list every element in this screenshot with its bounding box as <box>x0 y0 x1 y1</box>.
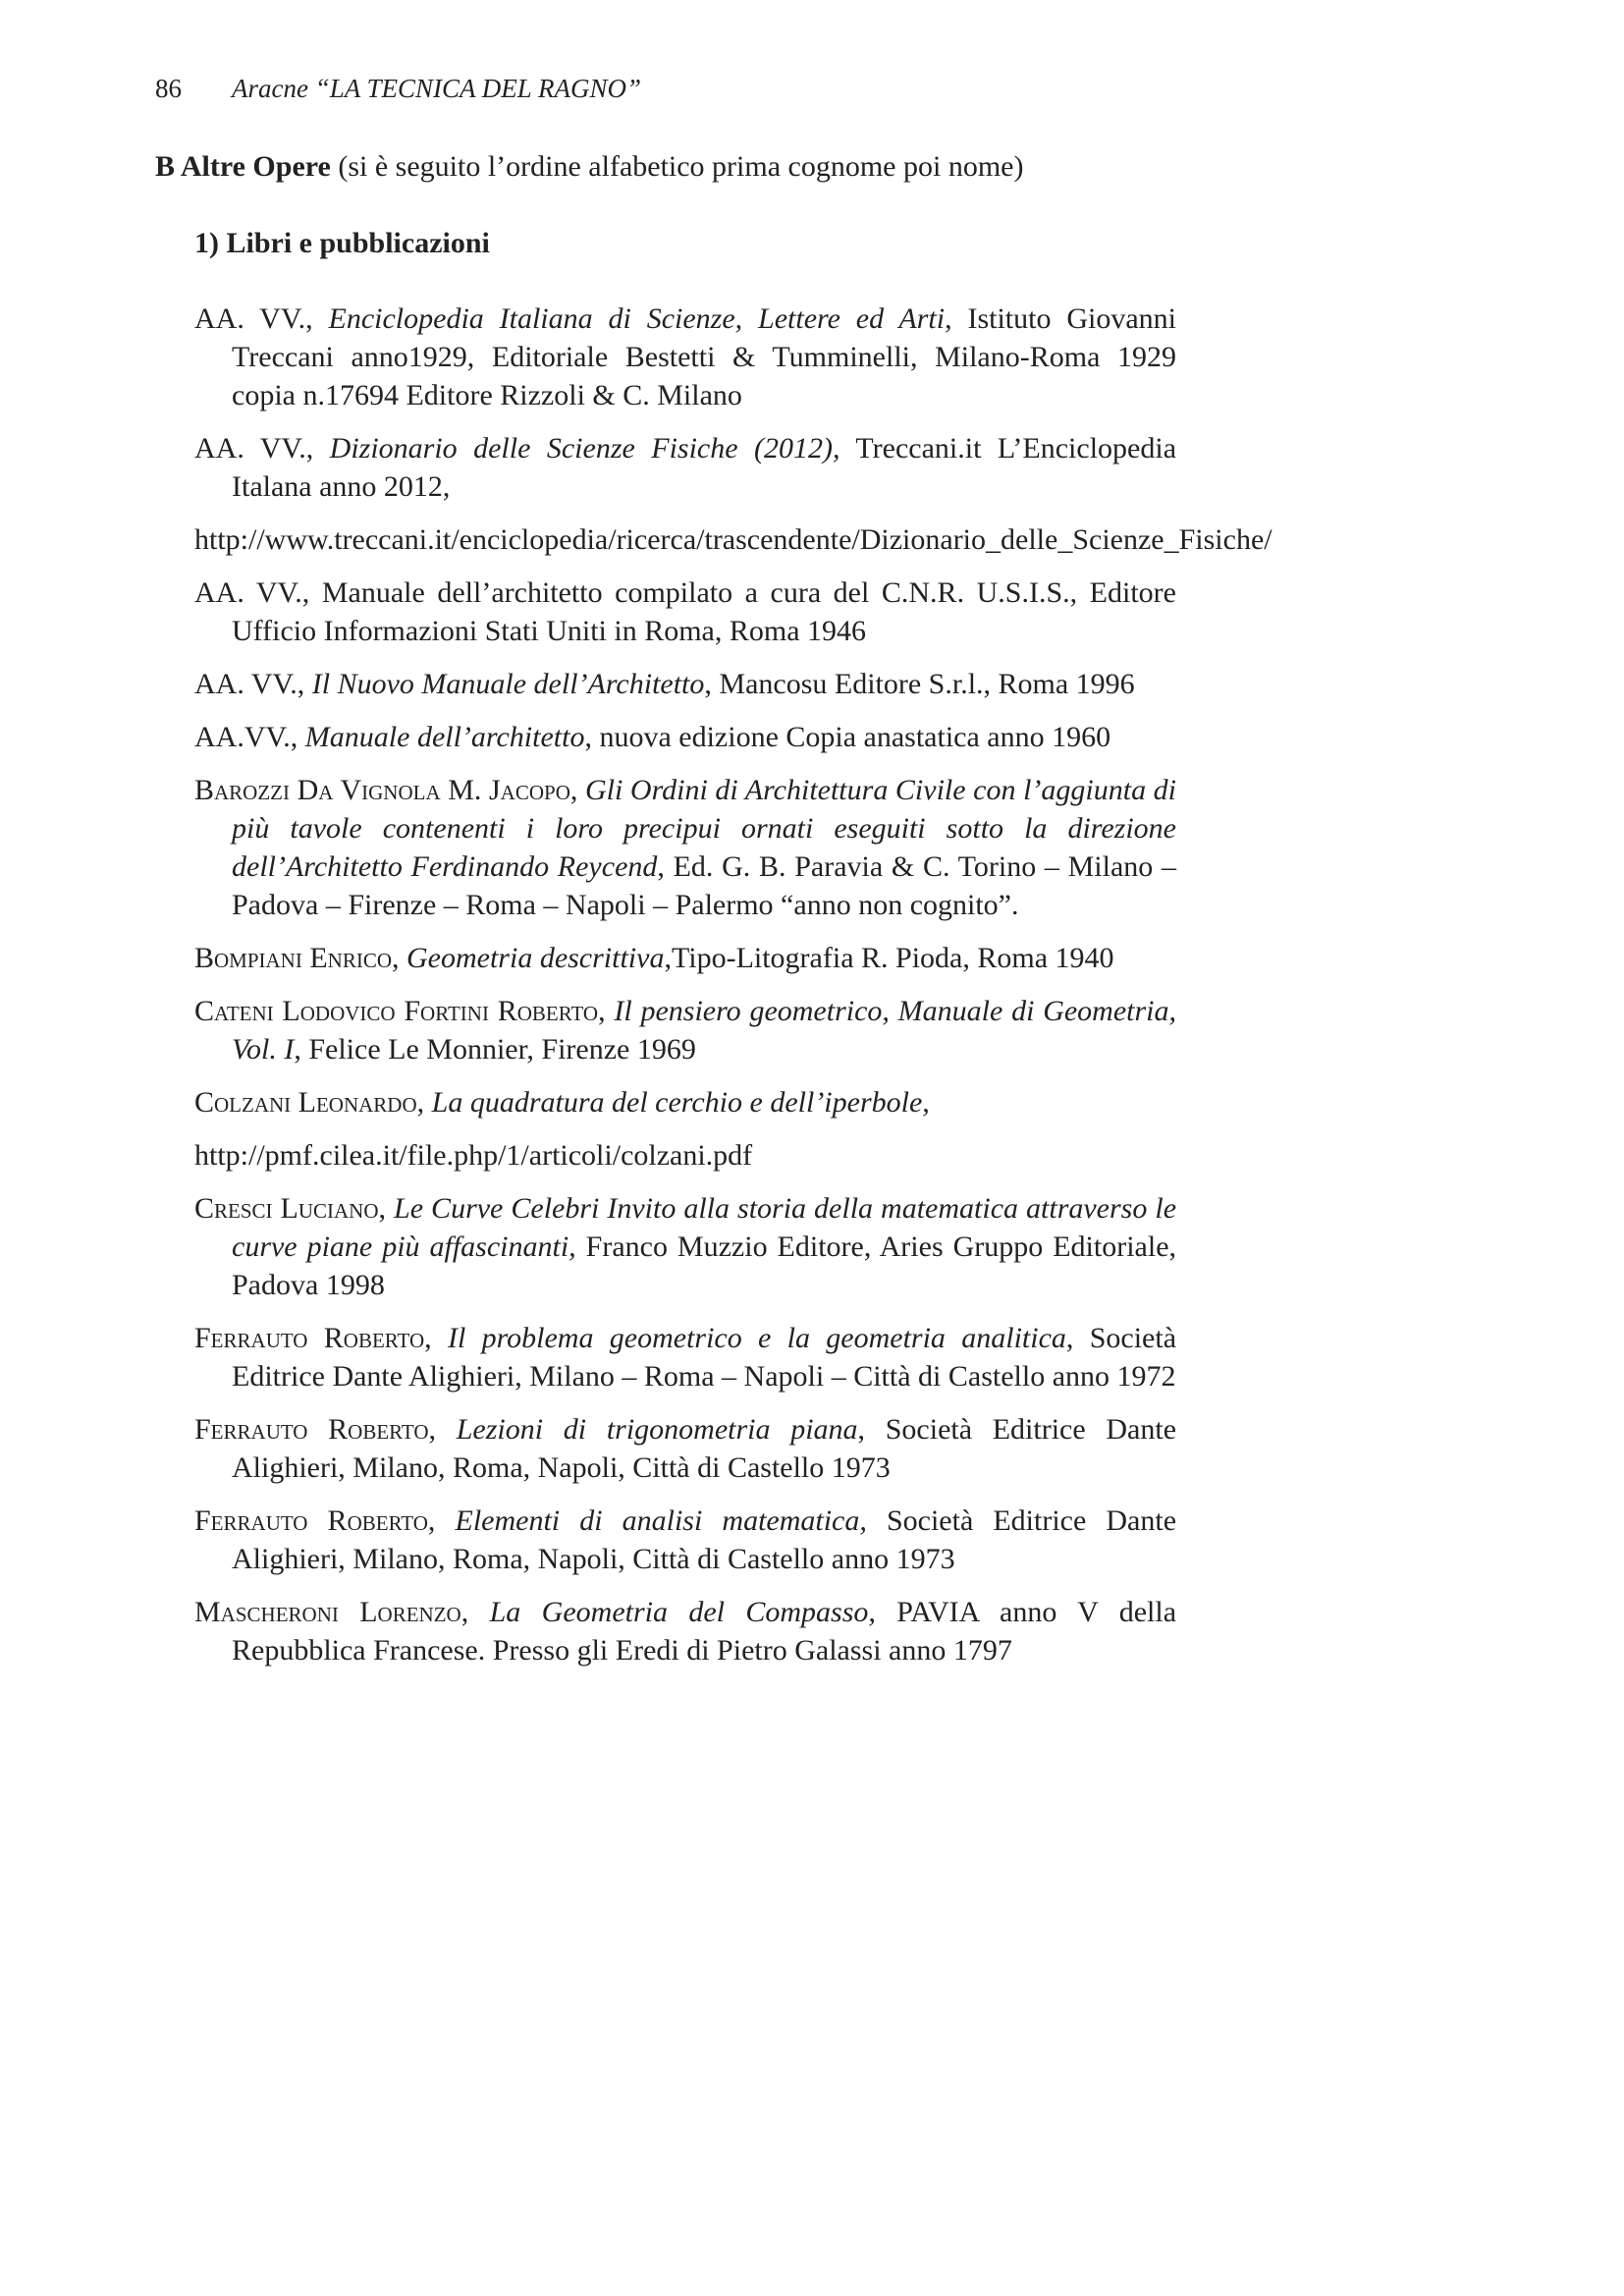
bibliography-entry <box>194 1189 1176 1304</box>
entry-separator: , <box>290 721 305 753</box>
bibliography-entry <box>194 574 1176 650</box>
bibliography-entry <box>194 718 1176 756</box>
bibliography-entry <box>194 771 1176 924</box>
entry-author: AA.VV. <box>194 721 291 753</box>
entry-separator: , <box>598 995 615 1027</box>
entry-title: Elementi di analisi matematica, <box>455 1504 867 1537</box>
entry-title: Il Nuovo Manuale dell’Architetto <box>311 668 705 700</box>
bibliography-url <box>194 1136 1176 1175</box>
entry-separator: , <box>569 774 585 806</box>
entry-title: Il pensiero geometrico, Manuale di Geometria, Vol. I <box>232 995 1177 1066</box>
section-heading-label: B Altre Opere <box>155 150 331 183</box>
entry-separator: , <box>305 302 329 335</box>
entry-author: Ferrauto Roberto <box>194 1504 428 1537</box>
entry-author: Ferrauto Roberto <box>194 1322 425 1354</box>
entry-author: AA. VV. <box>194 432 306 465</box>
entry-title: Le Curve Celebri Invito alla storia della matematica attraverso le curve piane più affascinanti, <box>232 1192 1177 1263</box>
entry-title: La quadratura del cerchio e dell’iperbole, <box>431 1086 930 1119</box>
entry-publication: , Istituto Giovanni Treccani anno1929, Editoriale Bestetti & Tumminelli, Milano-Roma 1929 copia n.17694 Editore Rizzoli & C. Milano <box>232 302 1176 411</box>
section-heading <box>155 147 1186 187</box>
entry-title: Geometria descrittiva <box>406 942 665 974</box>
entry-separator: , <box>297 668 312 700</box>
entry-title: Gli Ordini di Architettura Civile con l’aggiunta di più tavole contenenti i loro precipui ornati eseguiti sotto la direzione dell’Architetto Ferdinando Reycend <box>232 774 1176 883</box>
bibliography-entry <box>194 1502 1176 1578</box>
entry-separator: , <box>460 1596 490 1628</box>
running-head <box>155 71 641 106</box>
entry-publication: , Ed. G. B. Paravia & C. Torino – Milano – Padova – Firenze – Roma – Napoli – Palermo “anno non cognito”. <box>232 850 1176 921</box>
bibliography-entry <box>194 300 1176 414</box>
entry-publication: PAVIA anno V della Repubblica Francese. Presso gli Eredi di Pietro Galassi anno 1797 <box>232 1596 1177 1667</box>
entry-publication: , Felice Le Monnier, Firenze 1969 <box>294 1033 696 1066</box>
bibliography-entry <box>194 939 1176 977</box>
entry-author: Ferrauto Roberto <box>194 1413 429 1446</box>
bibliography-entry <box>194 1083 1176 1121</box>
bibliography-entry <box>194 1319 1176 1395</box>
entry-publication: Società Editrice Dante Alighieri, Milano, Roma, Napoli, Città di Castello anno 1973 <box>232 1504 1177 1575</box>
entry-author: Barozzi Da Vignola M. Jacopo <box>194 774 570 806</box>
entry-publication: , Mancosu Editore S.r.l., Roma 1996 <box>704 668 1135 700</box>
entry-separator: , <box>305 432 330 465</box>
bibliography-url <box>194 520 1272 559</box>
entry-author: Colzani Leonardo <box>194 1086 417 1119</box>
entry-title: Il problema geometrico e la geometria analitica <box>447 1322 1066 1354</box>
page-number: 86 <box>155 74 182 103</box>
entry-author: AA. VV. <box>194 668 298 700</box>
running-title: Aracne “LA TECNICA DEL RAGNO” <box>232 74 642 103</box>
bibliography-entry <box>194 992 1176 1068</box>
bibliography-entry <box>194 1593 1176 1669</box>
entry-separator: , <box>427 1504 456 1537</box>
entry-author: Cateni Lodovico Fortini Roberto <box>194 995 599 1027</box>
entry-separator: , <box>378 1192 395 1225</box>
entry-title: Manuale dell’architetto <box>304 721 585 753</box>
entry-separator: , <box>428 1413 457 1446</box>
entry-author: Cresci Luciano <box>194 1192 379 1225</box>
entry-url: http://pmf.cilea.it/file.php/1/articoli/colzani.pdf <box>194 1139 753 1172</box>
bibliography-list <box>194 300 1272 1684</box>
bibliography-entry <box>194 429 1176 506</box>
entry-author: AA. VV. <box>194 576 302 609</box>
entry-separator: , <box>392 942 407 974</box>
entry-title: Enciclopedia Italiana di Scienze, Lettere ed Arti <box>328 302 946 335</box>
entry-title: Lezioni di trigonometria piana <box>456 1413 858 1446</box>
section-heading-note: (si è seguito l’ordine alfabetico prima cognome poi nome) <box>330 150 1024 183</box>
entry-author: AA. VV. <box>194 302 306 335</box>
entry-title: Dizionario delle Scienze Fisiche (2012), <box>329 432 840 465</box>
entry-publication: , nuova edizione Copia anastatica anno 1960 <box>584 721 1111 753</box>
bibliography-entry <box>194 1410 1176 1487</box>
entry-author: Bompiani Enrico <box>194 942 393 974</box>
entry-publication: , Società Editrice Dante Alighieri, Milano – Roma – Napoli – Città di Castello anno 1972 <box>232 1322 1177 1393</box>
entry-title: La Geometria del Compasso, <box>489 1596 876 1628</box>
entry-separator: , <box>424 1322 448 1354</box>
entry-author: Mascheroni Lorenzo <box>194 1596 461 1628</box>
entry-publication: Treccani.it L’Enciclopedia Italana anno 2012, <box>232 432 1177 503</box>
entry-separator: , <box>416 1086 432 1119</box>
subsection-heading: 1) Libri e pubblicazioni <box>194 227 490 259</box>
entry-url: http://www.treccani.it/enciclopedia/ricerca/trascendente/Dizionario_delle_Scienze_Fisiche/ <box>194 523 1272 556</box>
entry-publication: , Manuale dell’architetto compilato a cura del C.N.R. U.S.I.S., Editore Ufficio Informazioni Stati Uniti in Roma, Roma 1946 <box>232 576 1176 647</box>
entry-publication: Franco Muzzio Editore, Aries Gruppo Editoriale, Padova 1998 <box>232 1230 1177 1301</box>
bibliography-entry <box>194 665 1176 703</box>
entry-publication: ,Tipo-Litografia R. Pioda, Roma 1940 <box>664 942 1114 974</box>
entry-publication: , Società Editrice Dante Alighieri, Milano, Roma, Napoli, Città di Castello 1973 <box>232 1413 1177 1484</box>
